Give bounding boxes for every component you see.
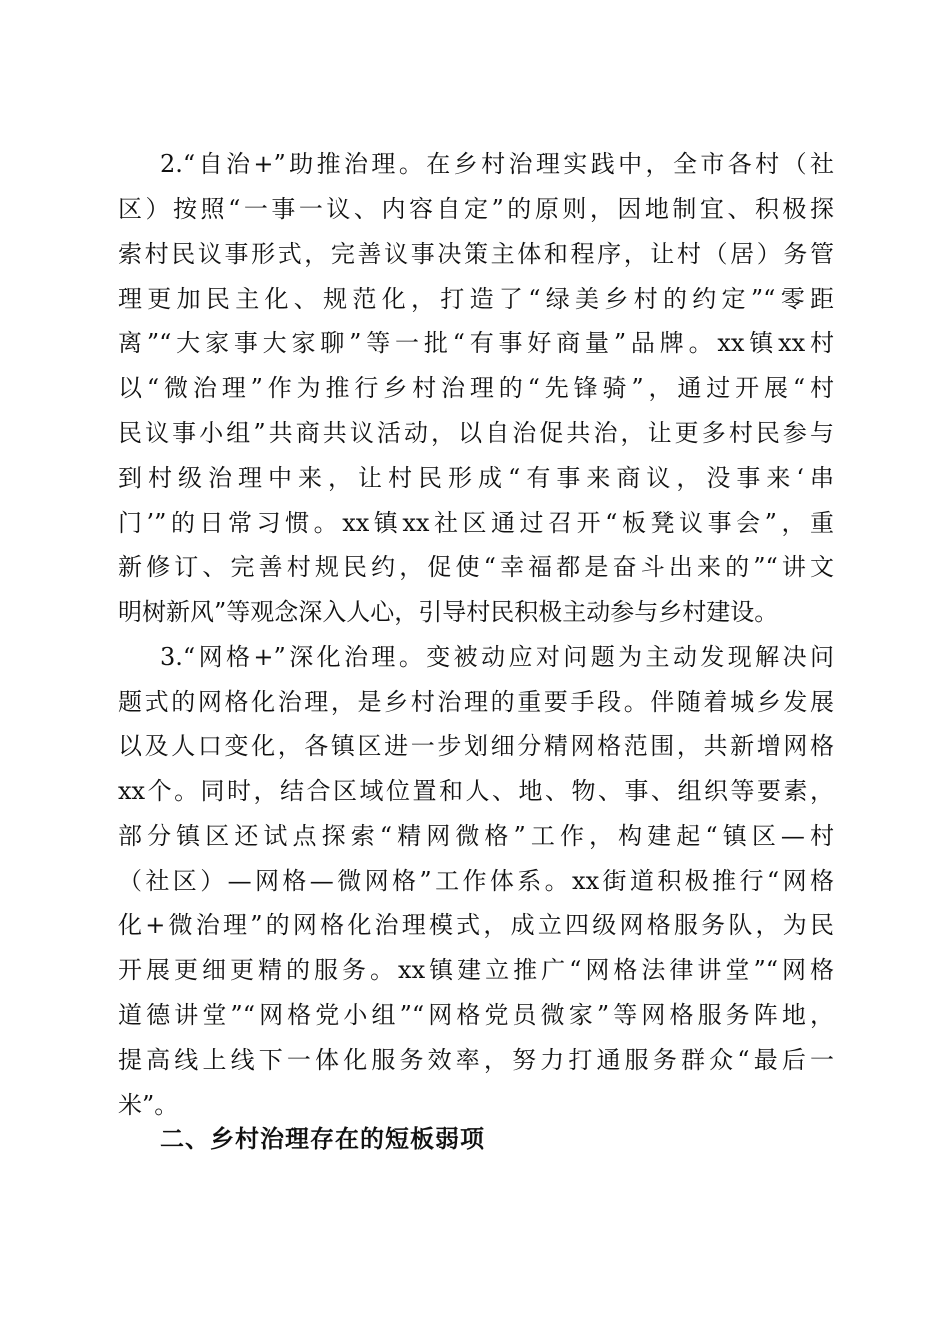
paragraph-3-line: 米”。 bbox=[118, 1091, 179, 1119]
paragraph-2-line: 以“微治理”作为推行乡村治理的“先锋骑”，通过开展“村 bbox=[118, 374, 834, 402]
paragraph-2-line: 新修订、完善村规民约，促使“幸福都是奋斗出来的”“讲文 bbox=[118, 553, 834, 581]
paragraph-2-line: 到村级治理中来，让村民形成“有事来商议，没事来‘串 bbox=[118, 464, 834, 492]
paragraph-2-line: 明树新风”等观念深入人心，引导村民积极主动参与乡村建设。 bbox=[118, 598, 779, 626]
section-heading: 二、乡村治理存在的短板弱项 bbox=[160, 1125, 485, 1153]
paragraph-2-line: 民议事小组”共商共议活动，以自治促共治，让更多村民参与 bbox=[118, 419, 834, 447]
paragraph-2-line: 索村民议事形式，完善议事决策主体和程序，让村（居）务管 bbox=[118, 240, 834, 268]
paragraph-3-line: 提高线上线下一体化服务效率，努力打通服务群众“最后一 bbox=[118, 1046, 834, 1074]
paragraph-2-line: 2.“自治+”助推治理。在乡村治理实践中，全市各村（社 bbox=[160, 150, 834, 178]
paragraph-3-line: 3.“网格+”深化治理。变被动应对问题为主动发现解决问 bbox=[160, 643, 834, 671]
paragraph-3-line: 题式的网格化治理，是乡村治理的重要手段。伴随着城乡发展 bbox=[118, 688, 834, 716]
paragraph-2-line: 离”“大家事大家聊”等一批“有事好商量”品牌。xx镇xx村 bbox=[118, 329, 834, 357]
paragraph-2-line: 门’”的日常习惯。xx镇xx社区通过召开“板凳议事会”，重 bbox=[118, 509, 834, 537]
paragraph-3-line: 化+微治理”的网格化治理模式，成立四级网格服务队，为民 bbox=[118, 911, 834, 939]
paragraph-3-line: 以及人口变化，各镇区进一步划细分精网格范围，共新增网格 bbox=[118, 732, 834, 760]
paragraph-2-line: 理更加民主化、规范化，打造了“绿美乡村的约定”“零距 bbox=[118, 285, 834, 313]
paragraph-3-line: 部分镇区还试点探索“精网微格”工作，构建起“镇区—村 bbox=[118, 822, 834, 850]
paragraph-3-line: xx个。同时，结合区域位置和人、地、物、事、组织等要素， bbox=[118, 777, 834, 805]
paragraph-3-line: （社区）—网格—微网格”工作体系。xx街道积极推行“网格 bbox=[118, 867, 834, 895]
paragraph-3-line: 道德讲堂”“网格党小组”“网格党员微家”等网格服务阵地， bbox=[118, 1001, 834, 1029]
paragraph-2-line: 区）按照“一事一议、内容自定”的原则，因地制宜、积极探 bbox=[118, 195, 834, 223]
paragraph-3-line: 开展更细更精的服务。xx镇建立推广“网格法律讲堂”“网格 bbox=[118, 956, 834, 984]
